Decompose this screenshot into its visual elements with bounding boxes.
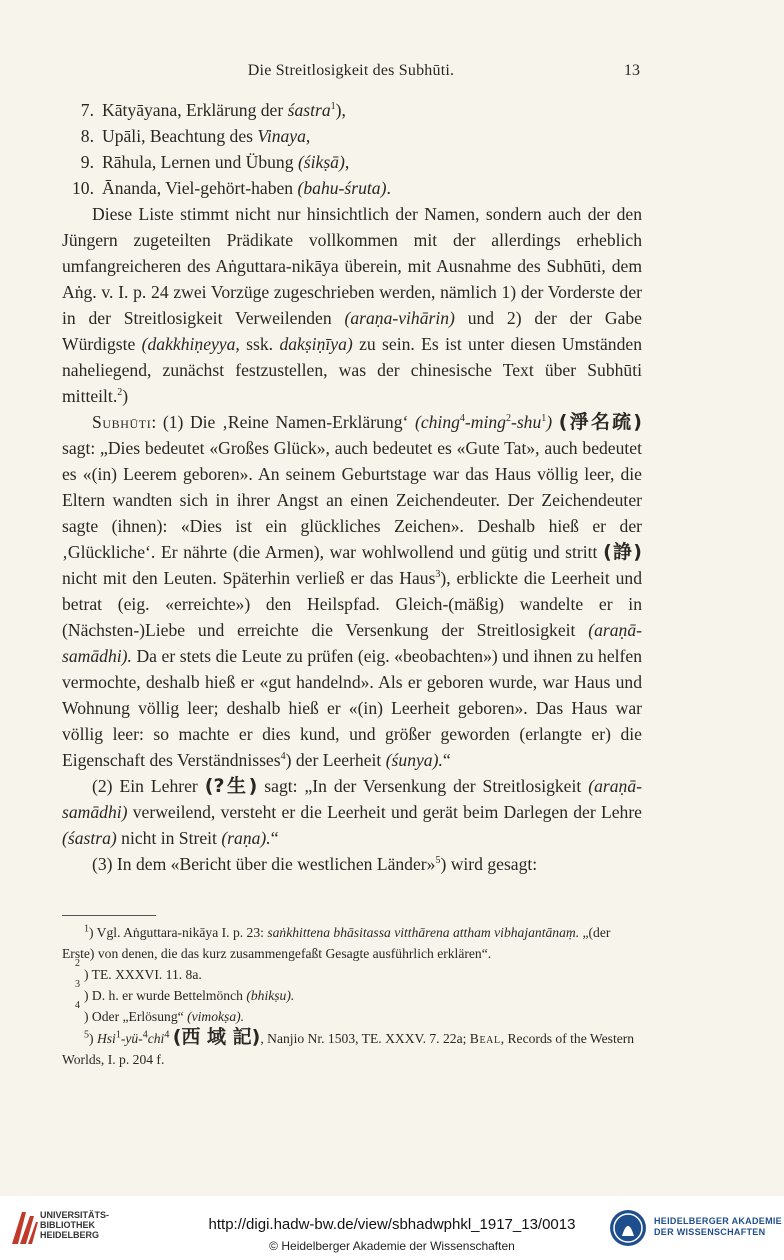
- paragraph-list-comparison: Diese Liste stimmt nicht nur hinsichtlich der Namen, sondern auch der den Jüngern zugeteilten Prädikate vollkommen mit der allerdings erheblich umfangreicheren des Aṅguttara-nikāya überein, mit Ausnahme des Subhūti, dem Aṅg. v. I. p. 24 zwei Vorzüge zugeschrieben werden, nämlich 1) der Vorderste der in der Streitlosigkeit Verweilenden (araṇa-vihārin) und 2) der der Gabe Würdigste (dakkhiṇeyya, ssk. dakṣiṇīya) zu sein. Es ist unter diesen Umständen naheliegend, zunächst festzustellen, was der chinesische Text über Subhūti mitteilt.$^2$): [62, 204, 642, 406]
- footnote-3: 3 ) D. h. er wurde Bettelmönch (bhikṣu).: [75, 979, 295, 1003]
- permalink-url[interactable]: http://digi.hadw-bw.de/view/sbhadwphkl_1917_13/0013: [208, 1216, 576, 1233]
- university-library-name: UNIVERSITÄTS- BIBLIOTHEK HEIDELBERG: [40, 1210, 110, 1240]
- cjk-char: (?生): [204, 775, 258, 797]
- academy-name: HEIDELBERGER AKADEMIE DER WISSENSCHAFTEN: [654, 1216, 782, 1237]
- cjk-title: (西 域 記): [172, 1026, 261, 1048]
- main-text: [62, 97, 642, 877]
- footnote-2: 2 ) TE. XXXVI. 11. 8a.: [75, 958, 202, 982]
- list-item: 7. Kātyāyana, Erklärung der śastra$^1$),: [80, 100, 346, 120]
- viewer-footer: [0, 1196, 784, 1260]
- footnote-divider: [62, 915, 156, 916]
- paragraph-subhuti-2: (2) Ein Lehrer (?生) sagt: „In der Versenkung der Streitlosigkeit (araṇā-samādhi) verweilend, versteht er die Leerheit und gerät beim Darlegen der Lehre (śastra) nicht in Streit (raṇa).“: [62, 775, 642, 848]
- footnote-1: $^1$) Vgl. Aṅguttara-nikāya I. p. 23: saṅkhittena bhāsitassa vitthārena attham vibhajantānaṃ. „(der Erste) von denen, die das kurz zusammengefaßt Gesagte ausführlich erklären“.: [62, 923, 611, 961]
- academy-seal-icon[interactable]: [608, 1206, 648, 1250]
- paragraph-subhuti-3: (3) In dem «Bericht über die westlichen Länder»$^5$) wird gesagt:: [92, 854, 538, 874]
- paragraph-subhuti-1: Subhūti: (1) Die ‚Reine Namen-Erklärung‘ (ching$^4$-ming$^2$-shu$^1$) (淨名疏) sagt: „Dies bedeutet «Großes Glück», auch bedeutet es «Gute Tat», auch bedeutet es «(in) Leerem geboren». An seinem Geburtstage war das Haus völlig leer, die Eltern wandten sich in ihrer Angst an einen Zeichendeuter. Der Zeichendeuter sagte (ihnen): «Dies ist ein glückliches Zeichen». Deshalb hieß er der ‚Glückliche‘. Er nährte (die Armen), war wohlwollend und gütig und stritt (諍) nicht mit den Leuten. Späterhin verließ er das Haus$^3$), erblickte die Leerheit und betrat (eig. «erreichte») den Heilspfad. Gleich-(mäßig) wandelte er in (Nächsten-)Liebe und erreichte die Versenkung der Streitlosigkeit (araṇā-samādhi). Da er stets die Leute zu prüfen (eig. «beobachten») und ihnen zu helfen vermochte, deshalb hieß er «gut handelnd». Als er geboren wurde, war Haus und Wohnung völlig leer; deshalb hieß er «(in) Leerheit geboren». Das Haus war völlig leer: so machte er dies kund, und größer geworden (erlangte er) die Eigenschaft des Verständnisses$^4$) der Leerheit (śunya).“: [62, 411, 642, 770]
- footnotes: [62, 922, 642, 1070]
- cjk-title: (淨名疏): [558, 411, 642, 433]
- list-item: 10. Ānanda, Viel-gehört-haben (bahu-śruta).: [72, 178, 391, 198]
- copyright-notice: © Heidelberger Akademie der Wissenschaften: [269, 1239, 515, 1253]
- cjk-char: (諍): [603, 541, 642, 563]
- list-item: 9. Rāhula, Lernen und Übung (śikṣā),: [80, 152, 350, 172]
- list-item: 8. Upāli, Beachtung des Vinaya,: [80, 126, 311, 146]
- running-header: [62, 62, 640, 86]
- footnote-4: 4 ) Oder „Erlösung“ (vimokṣa).: [75, 1000, 245, 1024]
- subhuti-heading: Subhūti: [92, 412, 152, 432]
- disciple-list: [62, 97, 642, 201]
- footnote-5: $^5$) Hsi$^1$-yü-$^4$chi$^4$ (西 域 記), Nanjio Nr. 1503, TE. XXXV. 7. 22a; Beal, Records of the Western Worlds, I. p. 204 f.: [62, 1026, 635, 1067]
- page-number: 13: [624, 62, 640, 79]
- running-title: Die Streitlosigkeit des Subhūti.: [247, 62, 455, 79]
